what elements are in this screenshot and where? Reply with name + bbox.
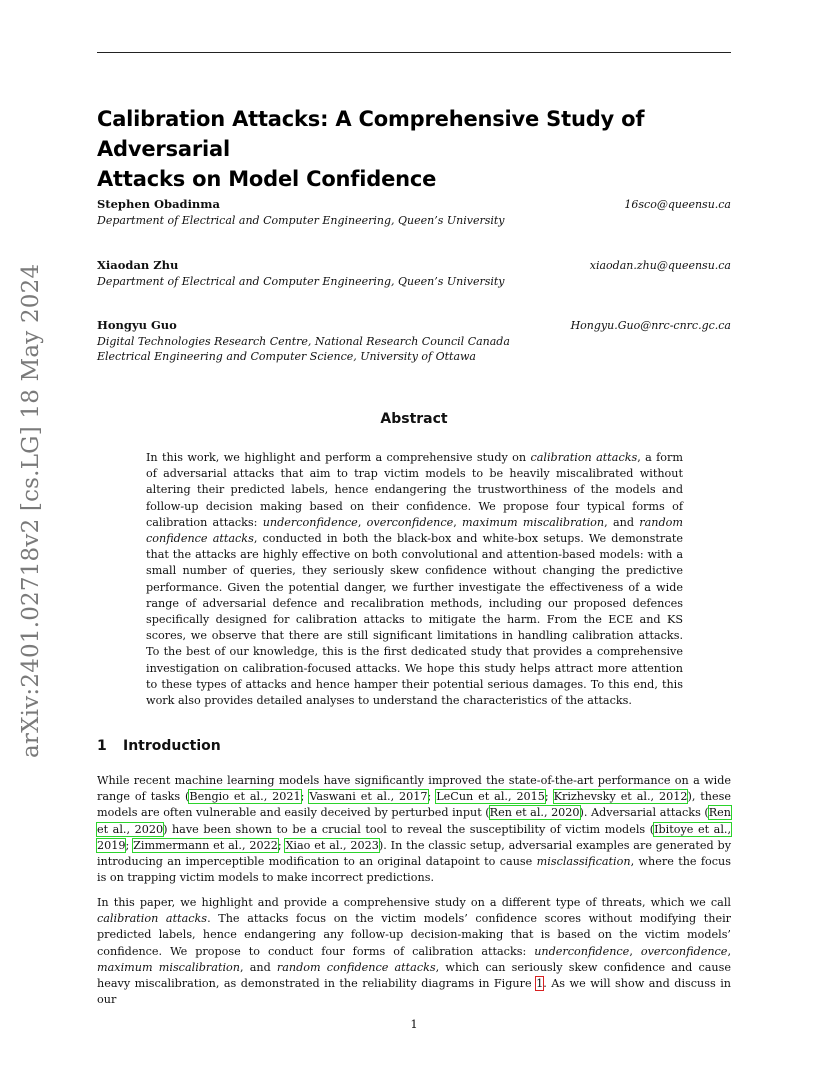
author-block-1	[97, 197, 731, 228]
paper-title	[97, 104, 737, 194]
author-affiliation: Department of Electrical and Computer Engineering, Queen’s University	[97, 213, 505, 227]
author-affiliation: Department of Electrical and Computer Engineering, Queen’s University	[97, 274, 505, 288]
author-name: Stephen Obadinma	[97, 197, 220, 211]
citation-link[interactable]: Ibitoye et al., 2019	[97, 822, 732, 852]
citation-link[interactable]: Ren et al., 2020	[489, 806, 580, 820]
abstract-body	[146, 450, 683, 709]
title-line-1: Calibration Attacks: A Comprehensive Study of Adversarial	[97, 107, 645, 161]
author-name: Hongyu Guo	[97, 318, 177, 332]
author-block-2	[97, 258, 731, 289]
section-title: Introduction	[123, 738, 221, 754]
author-email[interactable]: Hongyu.Guo@nrc-cnrc.gc.ca	[570, 319, 731, 332]
section-heading	[97, 738, 221, 754]
page-number: 1	[410, 1017, 418, 1031]
citation-link[interactable]: Krizhevsky et al., 2012	[553, 790, 688, 804]
intro-paragraph-1: While recent machine learning models have significantly improved the state-of-the-art performance on a wide range of tasks (Bengio et al., 2021; Vaswani et al., 2017; LeCun et al., 2015; Krizhevsky et al., 2012), these models are often vulnerable and easily deceived by perturbed input (Ren et al., 2020). Adversarial attacks (Ren et al., 2020) have been shown to be a crucial tool to reveal the susceptibility of victim models (Ibitoye et al., 2019; Zimmermann et al., 2022; Xiao et al., 2023). In the classic setup, adversarial examples are generated by introducing an imperceptible modification to an original datapoint to cause misclassification, where the focus is on trapping victim models to make incorrect predictions.	[97, 774, 732, 885]
abstract-paragraph: In this work, we highlight and perform a comprehensive study on calibration attacks, a form of adversarial attacks that aim to trap victim models to be heavily miscalibrated without altering their predicted labels, hence endangering the trustworthiness of the models and follow-up decision making based on their confidence. We propose four typical forms of calibration attacks: underconfidence, overconfidence, maximum miscalibration, and random confidence attacks, conducted in both the black-box and white-box setups. We demonstrate that the attacks are highly effective on both convolutional and attention-based models: with a small number of queries, they seriously skew confidence without changing the predictive performance. Given the potential danger, we further investigate the effectiveness of a wide range of adversarial defence and recalibration methods, including our proposed defences specifically designed for calibration attacks to mitigate the harm. From the ECE and KS scores, we observe that there are still significant limitations in handling calibration attacks. To the best of our knowledge, this is the first dedicated study that provides a comprehensive investigation on calibration-focused attacks. We hope this study helps attract more attention to these types of attacks and hence hamper their potential serious damages. To this end, this work also provides detailed analyses to understand the characteristics of the attacks.	[146, 451, 683, 708]
figure-reference-link[interactable]: 1	[536, 977, 544, 991]
title-line-2: Attacks on Model Confidence	[97, 167, 437, 191]
citation-link[interactable]: Vaswani et al., 2017	[309, 790, 428, 804]
author-block-3	[97, 318, 731, 365]
citation-link[interactable]: Xiao et al., 2023	[285, 838, 379, 852]
citation-link[interactable]: Bengio et al., 2021	[189, 790, 301, 804]
author-affiliation-2: Electrical Engineering and Computer Science, University of Ottawa	[97, 350, 476, 363]
citation-link[interactable]: Ren et al., 2020	[97, 806, 731, 836]
intro-paragraph-2: In this paper, we highlight and provide a comprehensive study on a different type of threats, which we call calibration attacks. The attacks focus on the victim models’ confidence scores without modifying their predicted labels, hence endangering any follow-up decision-making that is based on the victim models’ confidence. We propose to conduct four forms of calibration attacks: underconfidence, overconfidence, maximum miscalibration, and random confidence attacks, which can seriously skew confidence and cause heavy miscalibration, as demonstrated in the reliability diagrams in Figure 1. As we will show and discuss in our	[97, 896, 732, 1007]
author-email[interactable]: xiaodan.zhu@queensu.ca	[589, 259, 731, 272]
citation-link[interactable]: Zimmermann et al., 2022	[133, 838, 278, 852]
abstract-heading: Abstract	[380, 411, 448, 427]
author-affiliation: Digital Technologies Research Centre, National Research Council Canada	[97, 334, 510, 348]
top-rule	[97, 52, 731, 53]
author-name: Xiaodan Zhu	[97, 258, 179, 272]
arxiv-stamp[interactable]: arXiv:2401.02718v2 [cs.LG] 18 May 2024	[18, 263, 44, 758]
section-number: 1	[97, 738, 107, 754]
citation-link[interactable]: LeCun et al., 2015	[436, 790, 545, 804]
author-email[interactable]: 16sco@queensu.ca	[624, 198, 731, 211]
